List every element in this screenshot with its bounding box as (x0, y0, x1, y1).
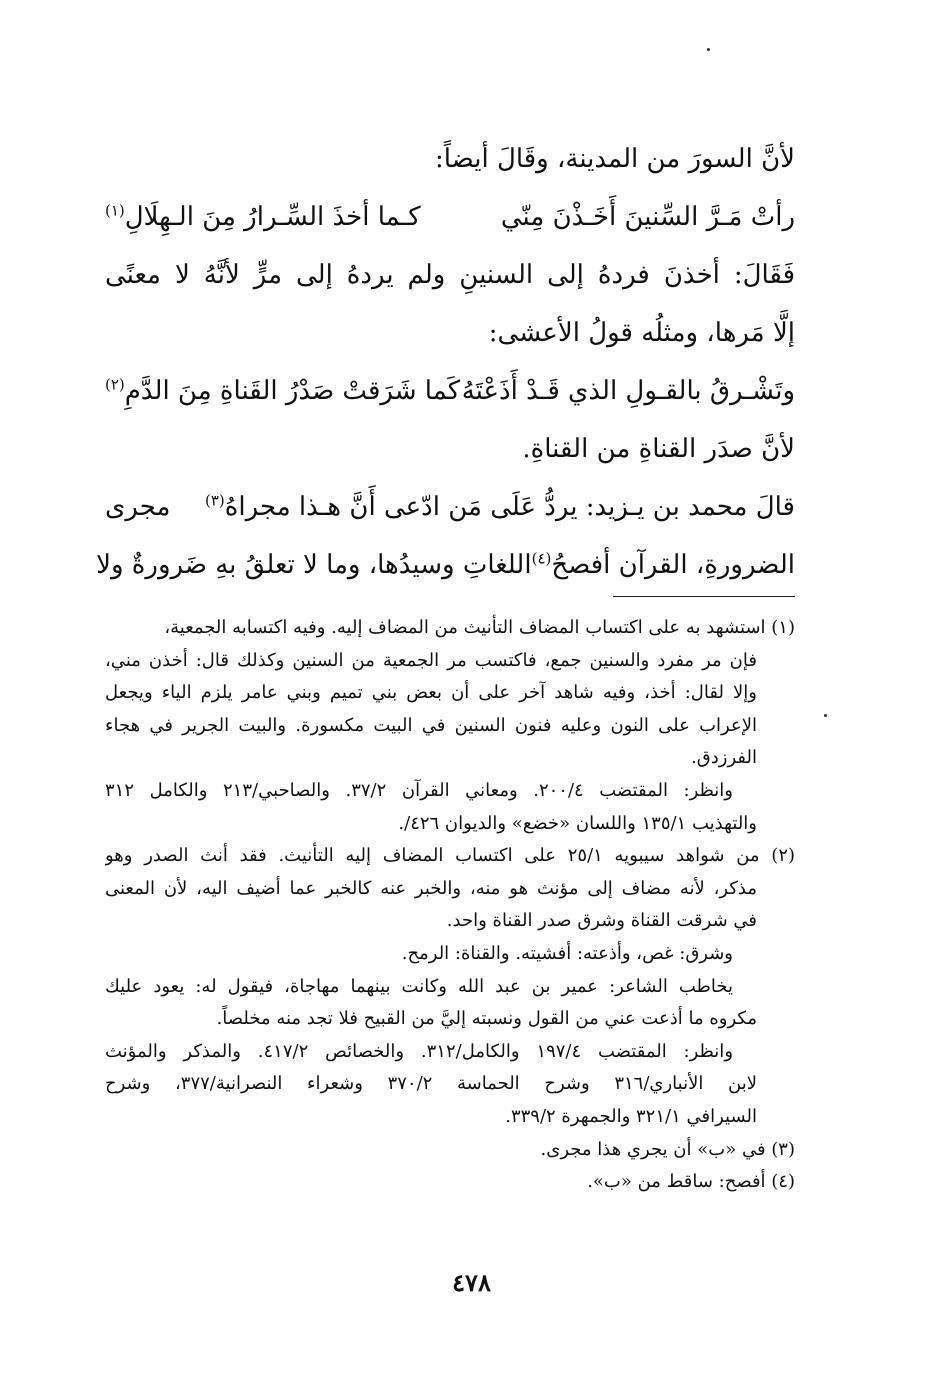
footnote-2-line-7: وانظر: المقتضب ١٩٧/٤ والكامل/٣١٢. والخصائص ٤١٧/٢. والمذكر والمؤنث (105, 1040, 734, 1062)
verse-2-second-text: كَما شَرَقتْ صَدْرُ القَناةِ مِنَ الدَّمِ (124, 376, 461, 406)
footnote-2-line-8: لابن الأنباري/٣١٦ وشرح الحماسة ٣٧٠/٢ وشعراء النصرانية/٣٧٧، وشرح (105, 1073, 757, 1095)
main-line-1: لأنَّ السورَ من المدينة، وقَالَ أيضاً: (434, 144, 795, 174)
verse-2 (105, 362, 795, 420)
footnote-ref-3: (٣) (204, 491, 225, 510)
verse-1-second-hemistich (105, 188, 421, 246)
footnote-2-line-3: في شرقت القناة وشرق صدر القناة واحد. (446, 910, 757, 932)
main-line-4: إلَّا مَرها، ومثلُه قولُ الأعشى: (488, 318, 795, 348)
footnote-2-line-2: مذكر، لأنه مضاف إلى مؤنث هو منه، والخبر عنه كالخبر عما أضيف اليه، لأن المعنى (105, 877, 757, 899)
footnote-2-line-4: وشرق: غص، وأذعته: أفشيته. والقناة: الرمح. (401, 942, 733, 964)
main-line-3: فَقَالَ: أخذنَ فردهُ إلى السنينِ ولم يردهُ إلى مرٍّ لأنَّهُ لا معنًى (105, 260, 795, 290)
footnote-4: (٤) أفصح: ساقط من «ب». (587, 1171, 795, 1193)
footnote-3: (٣) في «ب» أن يجري هذا مجرى. (540, 1138, 795, 1160)
footnote-2-line-9: السيرافي ٣٢١/١ والجمهرة ٣٣٩/٢. (505, 1105, 757, 1127)
footnote-1-line-5: الفرزدق. (691, 747, 757, 769)
footnote-ref-2: (٢) (105, 375, 125, 394)
footnote-1-line-1: (١) استشهد به على اكتساب المضاف التأنيث من المضاف إليه. وفيه اكتسابه الجمعية، (164, 617, 795, 638)
footnote-2-line-1: (٢) من شواهد سيبويه ٢٥/١ على اكتساب المضاف إليه التأنيث. فقد أنث الصدر وهو (105, 845, 795, 867)
footnote-1-line-3: وإلا لقال: أخذ، وفيه شاهد آخر على أن بعض بني تميم وبني عامر يلزم الياء ويجعل (105, 682, 757, 704)
main-line-8-start (532, 536, 795, 594)
scan-speck (824, 714, 827, 717)
verse-2-first-hemistich: وتَشْـرقُ بالقـولِ الذي قَـدْ أَذَعْتَهُ (461, 376, 795, 406)
main-line-8 (96, 536, 795, 594)
page-number: ٤٧٨ (452, 1268, 491, 1297)
footnote-1-line-4: الإعراب على النون وعليه فنون السنين في البيت مكسورة. والبيت الجرير في هجاء (105, 714, 757, 736)
footnote-1-line-7: والتهذيب ١٣٥/١ واللسان «خضع» والديوان ٤٢٦/. (398, 812, 757, 834)
footnote-ref-4: (٤) (531, 549, 552, 568)
main-line-8-text-a: الضرورةِ، القرآن أفصحُ (551, 550, 795, 580)
main-line-7 (105, 478, 795, 536)
footnote-2-line-5: يخاطب الشاعر: عمير بن عبد الله وكانت بينهما مهاجاة، فيقول له: يعود عليك (105, 975, 733, 997)
footnote-1-line-2: فإن مر مفرد والسنين جمع، فاكتسب مر الجمعية من السنين وكذلك قال: أخذن مني، (105, 649, 757, 671)
main-line-6: لأنَّ صدَر القناةِ من القناةِ. (522, 434, 795, 464)
scan-speck (707, 48, 710, 51)
footnote-1-line-6: وانظر: المقتضب ٢٠٠/٤. ومعاني القرآن ٣٧/٢. والصاحبي/٢١٣ والكامل ٣١٢ (105, 779, 733, 801)
verse-2-second-hemistich (105, 362, 460, 420)
footnote-2-line-6: مكروه ما أذعت عني من القول ونسبته إليَّ من القبيح فلا تجد منه مخلصاً. (216, 1008, 757, 1030)
verse-1 (105, 188, 795, 246)
verse-1-second-text: كـما أخذَ السِّـرارُ مِنَ الـهِلَالِ (124, 202, 421, 232)
main-line-7-text: قالَ محمد بن يـزيد: يردُّ عَلَى مَن ادّعى أَنَّ هـذا مجراهُ (224, 492, 795, 522)
main-text (96, 130, 795, 594)
verse-1-first-hemistich: رأتْ مَـرَّ السِّنينَ أَخَـذْنَ مِنّي (500, 202, 795, 232)
main-line-8-end: اللغاتِ وسيدُها، وما لا تعلقُ بهِ ضَرورةٌ ولا (96, 550, 532, 580)
footnote-ref-1: (١) (105, 201, 125, 220)
main-line-7-end: مجرى (105, 492, 171, 522)
main-line-7-start (205, 478, 795, 536)
footnotes (105, 612, 795, 1199)
footnote-separator (613, 596, 795, 597)
